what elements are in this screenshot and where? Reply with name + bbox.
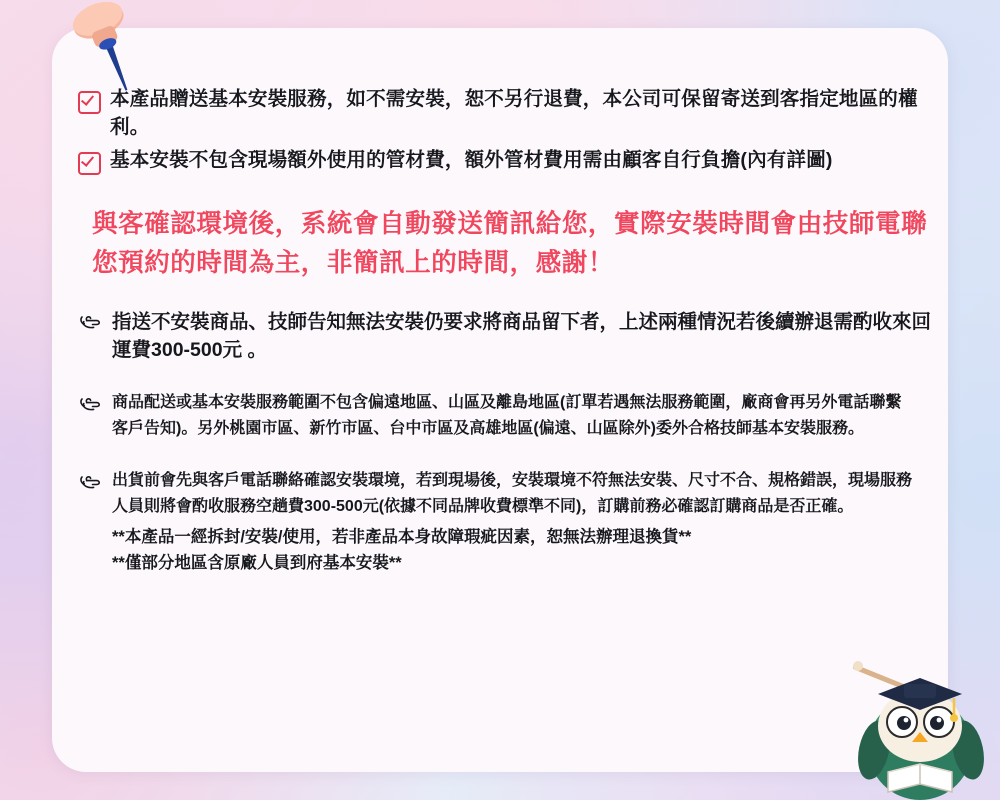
highlight-paragraph: 與客確認環境後，系統會自動發送簡訊給您，實際安裝時間會由技師電聯您預約的時間為主，非簡訊上的時間，感謝！ [92, 210, 928, 277]
notice-item-2 [78, 390, 938, 442]
notice-item-1 [78, 308, 938, 365]
pushpin-icon [62, 2, 152, 98]
notice-text-2: 商品配送或基本安裝服務範圍不包含偏遠地區、山區及離島地區(訂單若遇無法服務範圍，廠商會再另外電話聯繫客戶告知)。另外桃園市區、新竹市區、台中市區及高雄地區(偏遠、山區除外)委外合格技師基本安裝服務。 [112, 394, 902, 438]
footnote-1: **本產品一經拆封/安裝/使用，若非產品本身故障瑕疵因素，恕無法辦理退換貨** [112, 528, 692, 547]
checkbox-checked-icon [78, 152, 101, 175]
pointing-hand-icon [78, 470, 104, 496]
checklist-text-2: 基本安裝不包含現場額外使用的管材費，額外管材費用需由顧客自行負擔(內有詳圖) [110, 149, 833, 172]
list-item [78, 147, 938, 175]
checklist-text-1: 本產品贈送基本安裝服務，如不需安裝，恕不另行退費，本公司可保留寄送到客指定地區的權利。 [110, 88, 918, 138]
notice-item-3 [78, 468, 938, 520]
notice-text-3: 出貨前會先與客戶電話聯絡確認安裝環境，若到現場後，安裝環境不符無法安裝、尺寸不合、規格錯誤，現場服務人員則將會酌收服務空趟費300-500元(依據不同品牌收費標準不同)，訂購前務必確認訂購商品是否正確。 [112, 472, 913, 516]
pointing-hand-icon [78, 392, 104, 418]
notice-text-1: 指送不安裝商品、技師告知無法安裝仍要求將商品留下者，上述兩種情況若後續辦退需酌收來回運費300-500元 。 [112, 310, 932, 362]
notice-content [78, 86, 938, 577]
footnote-2: **僅部分地區含原廠人員到府基本安裝** [112, 554, 402, 573]
checkbox-checked-icon [78, 91, 101, 114]
pointing-hand-icon [78, 310, 104, 336]
list-item [78, 86, 938, 141]
graduate-owl-mascot-icon [842, 640, 992, 800]
